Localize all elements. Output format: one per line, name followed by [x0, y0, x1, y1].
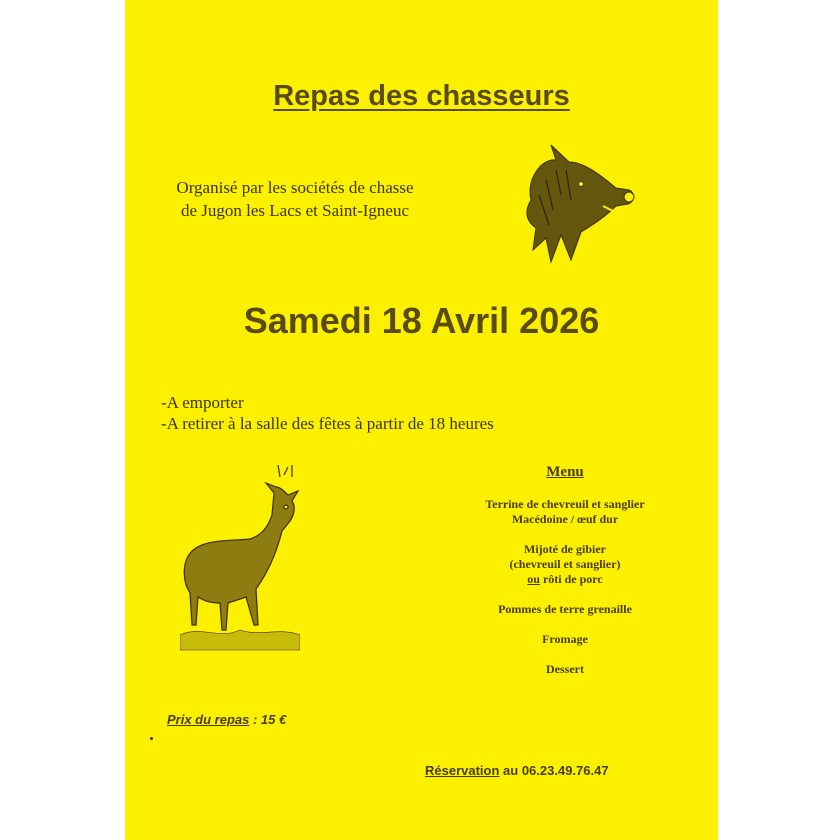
menu-title: Menu — [546, 464, 584, 480]
roe-deer-icon — [180, 465, 300, 660]
menu-course-1-line-1: Terrine de chevreuil et sanglier — [485, 497, 645, 511]
menu-course-2-line-3 — [445, 572, 685, 587]
menu-course-2-line-3-rest: rôti de porc — [539, 572, 603, 586]
meal-price — [167, 712, 286, 727]
organizer-line-1: Organisé par les sociétés de chasse — [176, 178, 414, 197]
takeaway-line-2: -A retirer à la salle des fêtes à partir de 18 heures — [161, 414, 494, 433]
event-date: Samedi 18 Avril 2026 — [243, 300, 600, 341]
price-label: Prix du repas — [167, 712, 250, 727]
poster-title: Repas des chasseurs — [273, 80, 570, 112]
menu-course-2 — [445, 542, 685, 587]
reservation-phone: au 06.23.49.76.47 — [499, 763, 609, 778]
menu-course-1-line-2: Macédoine / œuf dur — [511, 512, 619, 526]
organizer-line-2: de Jugon les Lacs et Saint-Igneuc — [180, 201, 409, 220]
menu-course-2-line-1: Mijoté de gibier — [524, 542, 606, 556]
boar-head-icon — [511, 140, 641, 270]
menu-course-5-line: Dessert — [546, 662, 584, 676]
menu-course-1 — [445, 497, 685, 527]
reservation-info — [425, 763, 609, 778]
reservation-label: Réservation — [425, 763, 500, 778]
takeaway-line-1: -A emporter — [161, 393, 244, 412]
paper-speck — [150, 737, 153, 740]
takeaway-info — [161, 392, 494, 434]
menu-or-word: ou — [527, 572, 540, 586]
menu-course-3 — [445, 602, 685, 617]
menu-course-3-line: Pommes de terre grenaille — [498, 602, 632, 616]
menu-course-2-line-2: (chevreuil et sanglier) — [509, 557, 621, 571]
menu-section — [445, 464, 685, 692]
menu-course-4-line: Fromage — [542, 632, 588, 646]
organizer-text — [165, 176, 425, 222]
menu-course-5 — [445, 662, 685, 677]
poster-sheet — [125, 0, 718, 840]
menu-course-4 — [445, 632, 685, 647]
price-value: : 15 € — [249, 712, 287, 727]
